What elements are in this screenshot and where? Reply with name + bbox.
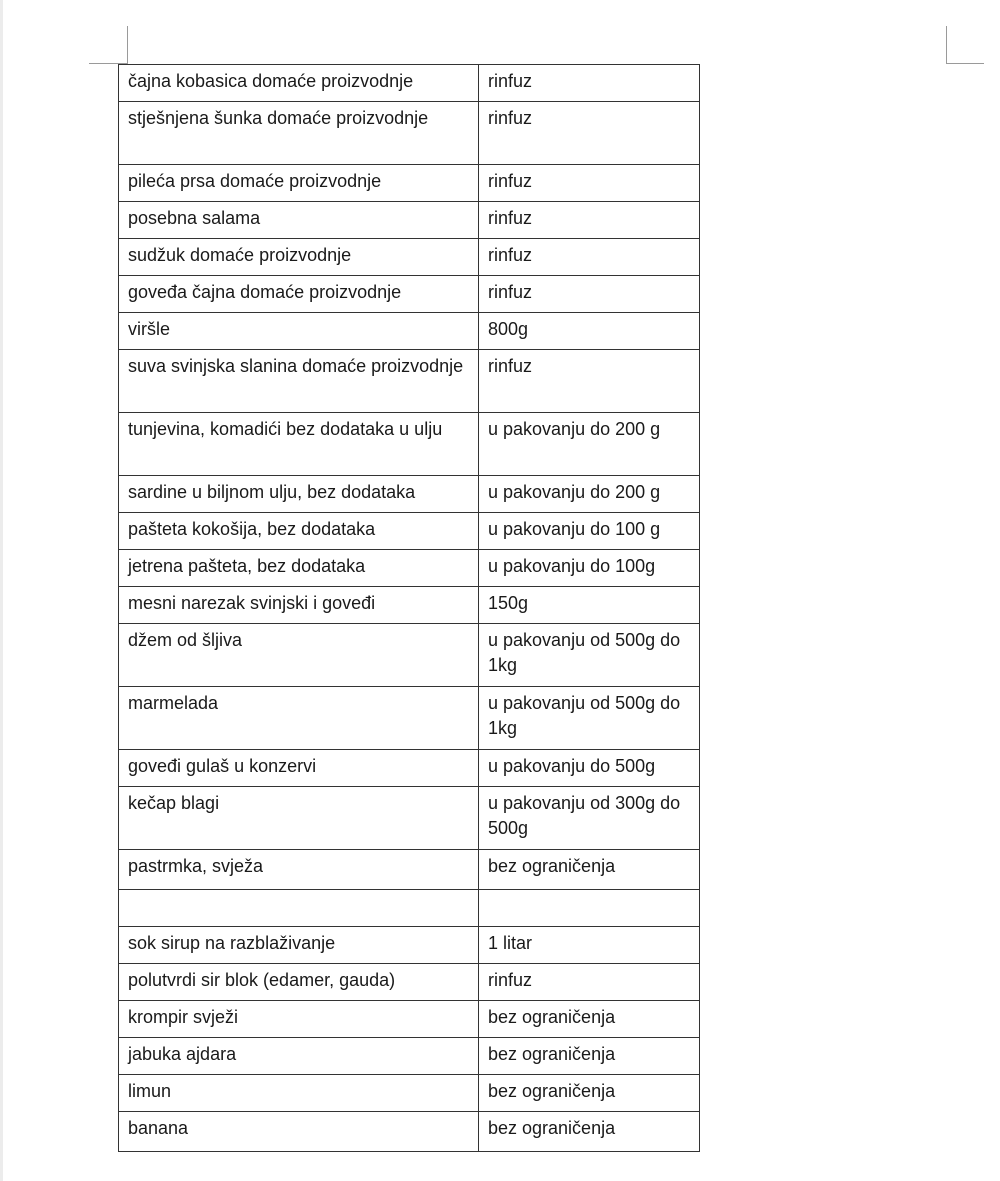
table-row [119, 964, 700, 1001]
item-name-cell: suva svinjska slanina domaće proizvodnje [119, 350, 479, 413]
table-row [119, 1112, 700, 1152]
item-name-cell: pileća prsa domaće proizvodnje [119, 165, 479, 202]
table-row [119, 550, 700, 587]
item-name-cell: goveđi gulaš u konzervi [119, 750, 479, 787]
item-name-cell: stješnjena šunka domaće proizvodnje [119, 102, 479, 165]
packaging-cell: bez ograničenja [479, 1001, 700, 1038]
table-row [119, 350, 700, 413]
table-row [119, 513, 700, 550]
packaging-cell [479, 890, 700, 927]
packaging-cell: bez ograničenja [479, 1075, 700, 1112]
item-name-cell: mesni narezak svinjski i goveđi [119, 587, 479, 624]
table-row [119, 165, 700, 202]
product-table [118, 64, 700, 1152]
table-row [119, 1038, 700, 1075]
crop-mark-top-right-horizontal [946, 63, 984, 64]
table-row [119, 65, 700, 102]
packaging-cell: 800g [479, 313, 700, 350]
table-row [119, 587, 700, 624]
table-row [119, 787, 700, 850]
item-name-cell: polutvrdi sir blok (edamer, gauda) [119, 964, 479, 1001]
page-edge [0, 0, 3, 1181]
table-row [119, 476, 700, 513]
packaging-cell: rinfuz [479, 239, 700, 276]
crop-mark-top-left-vertical [127, 26, 128, 64]
packaging-cell: u pakovanju od 500g do 1kg [479, 624, 700, 687]
packaging-cell: bez ograničenja [479, 1038, 700, 1075]
table-row-empty [119, 890, 700, 927]
table-row [119, 850, 700, 890]
table-row [119, 1075, 700, 1112]
packaging-cell: u pakovanju do 200 g [479, 413, 700, 476]
packaging-cell: rinfuz [479, 102, 700, 165]
packaging-cell: u pakovanju do 100 g [479, 513, 700, 550]
item-name-cell: sardine u biljnom ulju, bez dodataka [119, 476, 479, 513]
item-name-cell: sok sirup na razblaživanje [119, 927, 479, 964]
packaging-cell: rinfuz [479, 964, 700, 1001]
packaging-cell: u pakovanju od 300g do 500g [479, 787, 700, 850]
packaging-cell: rinfuz [479, 165, 700, 202]
packaging-cell: bez ograničenja [479, 1112, 700, 1152]
item-name-cell: džem od šljiva [119, 624, 479, 687]
packaging-cell: bez ograničenja [479, 850, 700, 890]
item-name-cell: krompir svježi [119, 1001, 479, 1038]
packaging-cell: 1 litar [479, 927, 700, 964]
table-row [119, 202, 700, 239]
packaging-cell: u pakovanju do 100g [479, 550, 700, 587]
item-name-cell: tunjevina, komadići bez dodataka u ulju [119, 413, 479, 476]
item-name-cell: goveđa čajna domaće proizvodnje [119, 276, 479, 313]
item-name-cell [119, 890, 479, 927]
packaging-cell: u pakovanju do 200 g [479, 476, 700, 513]
item-name-cell: sudžuk domaće proizvodnje [119, 239, 479, 276]
item-name-cell: jabuka ajdara [119, 1038, 479, 1075]
item-name-cell: posebna salama [119, 202, 479, 239]
packaging-cell: rinfuz [479, 276, 700, 313]
packaging-cell: u pakovanju od 500g do 1kg [479, 687, 700, 750]
table-row [119, 413, 700, 476]
table-row [119, 927, 700, 964]
table-row [119, 276, 700, 313]
packaging-cell: rinfuz [479, 65, 700, 102]
item-name-cell: viršle [119, 313, 479, 350]
packaging-cell: rinfuz [479, 202, 700, 239]
item-name-cell: banana [119, 1112, 479, 1152]
packaging-cell: 150g [479, 587, 700, 624]
table-row [119, 624, 700, 687]
item-name-cell: jetrena pašteta, bez dodataka [119, 550, 479, 587]
item-name-cell: čajna kobasica domaće proizvodnje [119, 65, 479, 102]
packaging-cell: u pakovanju do 500g [479, 750, 700, 787]
crop-mark-top-right-vertical [946, 26, 947, 64]
table-row [119, 687, 700, 750]
table-row [119, 313, 700, 350]
item-name-cell: limun [119, 1075, 479, 1112]
table-row [119, 102, 700, 165]
item-name-cell: pastrmka, svježa [119, 850, 479, 890]
table-row [119, 750, 700, 787]
item-name-cell: pašteta kokošija, bez dodataka [119, 513, 479, 550]
table-row [119, 239, 700, 276]
item-name-cell: kečap blagi [119, 787, 479, 850]
item-name-cell: marmelada [119, 687, 479, 750]
table-row [119, 1001, 700, 1038]
packaging-cell: rinfuz [479, 350, 700, 413]
